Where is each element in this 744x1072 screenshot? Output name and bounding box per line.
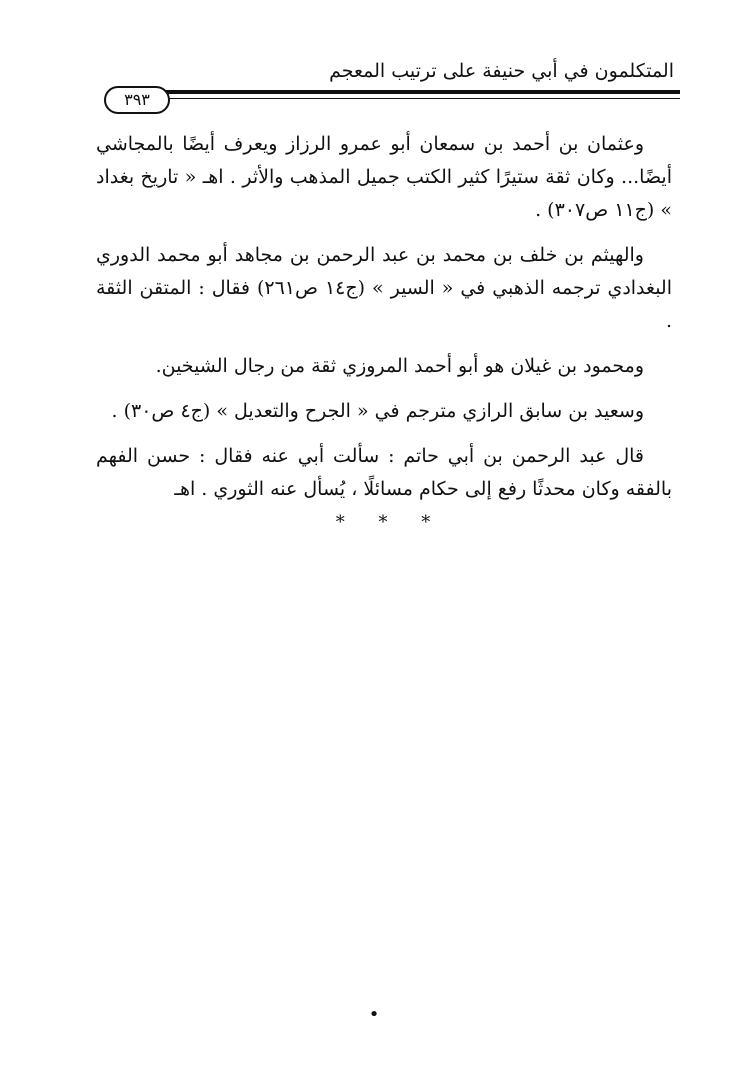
paragraph-saeed: وسعيد بن سابق الرازي مترجم في « الجرح والتعديل » (ج٤ ص٣٠) . <box>111 400 644 422</box>
paragraph-haytham: والهيثم بن خلف بن محمد بن عبد الرحمن بن مجاهد أبو محمد الدوري البغدادي ترجمه الذهبي في « السير » (ج١٤ ص٢٦١) فقال : المتقن الثقة . <box>96 244 672 332</box>
section-separator: * * * <box>335 512 445 533</box>
paragraph-mahmud: ومحمود بن غيلان هو أبو أحمد المروزي ثقة من رجال الشيخين. <box>155 355 644 377</box>
body-text <box>96 128 672 518</box>
page-number-badge <box>104 86 170 114</box>
paragraph-quote: قال عبد الرحمن بن أبي حاتم : سألت أبي عنه فقال : حسن الفهم بالفقه وكان محدثًا رفع إلى حكام مسائلًا ، يُسأل عنه الثوري . اهـ <box>96 445 672 500</box>
header-rule-thin <box>160 98 680 99</box>
running-header-title: المتكلمون في أبي حنيفة على ترتيب المعجم <box>329 60 674 82</box>
page-number: ٣٩٣ <box>124 90 150 109</box>
header-rule-thick <box>160 90 680 94</box>
footer-mark: • <box>368 1004 380 1025</box>
paragraph-uthman: وعثمان بن أحمد بن سمعان أبو عمرو الرزاز ويعرف أيضًا بالمجاشي أيضًا... وكان ثقة ستيرًا كثير الكتب جميل المذهب والأثر . اهـ « تاريخ بغداد » (ج١١ ص٣٠٧) . <box>96 133 672 221</box>
